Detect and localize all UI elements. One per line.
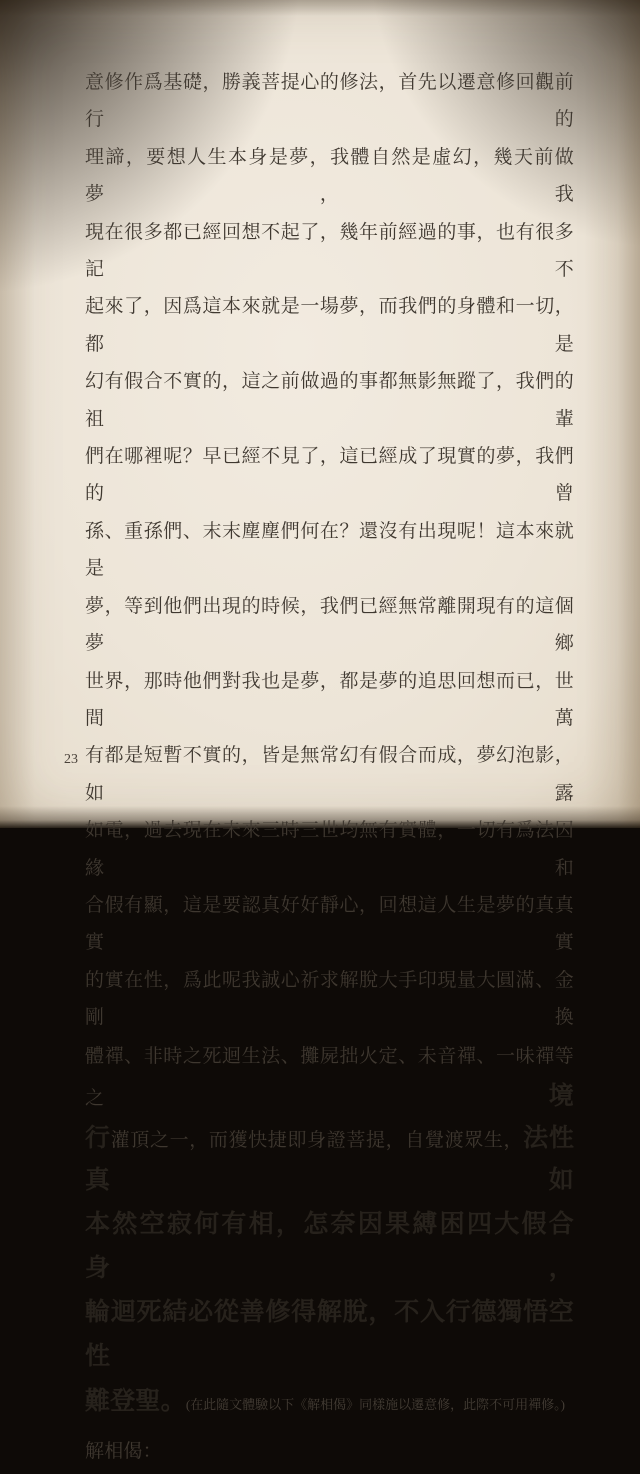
text-segment: 世界，那時他們對我也是夢，都是夢的追思回想而已，世間萬 <box>85 670 574 729</box>
text-segment: 輪迴死結必從善修得解脫，不入行德獨悟空性 <box>85 1298 574 1370</box>
text-line <box>85 588 574 663</box>
text-segment: 法性真如 <box>85 1124 575 1194</box>
text-line <box>85 1119 574 1203</box>
text-segment: 灌頂之一，而獲快捷即身證菩提，自覺渡眾生， <box>110 1129 524 1151</box>
text-line <box>85 663 574 738</box>
text-segment: 們在哪裡呢？早已經不見了，這已經成了現實的夢，我們的曾 <box>85 446 574 505</box>
text-segment: 難登聖。 <box>85 1387 186 1415</box>
text-line <box>85 962 574 1037</box>
text-line <box>85 812 574 887</box>
paragraph <box>85 64 574 1474</box>
text-segment: 夢，等到他們出現的時候，我們已經無常離開現有的這個夢鄉 <box>85 595 574 655</box>
text-line <box>85 513 574 588</box>
text-segment: 有都是短暫不實的，皆是無常幻有假合而成，夢幻泡影，如露 <box>85 745 574 804</box>
text-segment: 合假有顯，這是要認真好好靜心，回想這人生是夢的真真實實 <box>85 894 574 954</box>
text-segment: 境 <box>548 1082 574 1110</box>
text-segment: 理諦，要想人生本身是夢，我體自然是虛幻，幾天前做夢，我 <box>85 146 574 206</box>
text-line <box>85 737 574 812</box>
text-line <box>85 363 574 438</box>
text-segment: 現在很多都已經回想不起了，幾年前經過的事，也有很多記不 <box>85 221 574 281</box>
text-segment: 孫、重孫們、末末塵塵們何在？還沒有出現呢！這本來就是 <box>85 520 574 580</box>
text-line <box>85 1291 574 1379</box>
page-number: 23 <box>64 752 78 767</box>
text-line <box>85 1037 574 1119</box>
text-segment: 起來了，因爲這本來就是一場夢，而我們的身體和一切，都是 <box>85 296 574 355</box>
text-segment: 行 <box>85 1124 111 1152</box>
text-segment: 如電，過去現在未來三時三世均無有實體，一切有爲法因緣和 <box>85 820 574 879</box>
text-line <box>85 1430 574 1474</box>
text-line <box>85 1379 574 1428</box>
text-line <box>85 288 574 363</box>
text-line <box>85 1203 574 1291</box>
text-segment: 的實在性，爲此呢我誠心祈求解脫大手印現量大圓滿、金剛換 <box>85 969 574 1029</box>
text-line <box>85 64 574 139</box>
text-segment: 體禪、非時之死迴生法、攤屍拙火定、未音禪、一味禪等之 <box>85 1045 574 1109</box>
text-line <box>85 438 574 513</box>
text-segment: 意修作爲基礎，勝義菩提心的修法，首先以遷意修回觀前行的 <box>85 72 574 131</box>
text-line <box>85 214 574 289</box>
text-segment: 解相偈： <box>85 1440 162 1462</box>
text-line <box>85 139 574 214</box>
text-segment: 幻有假合不實的，這之前做過的事都無影無蹤了，我們的祖輩 <box>85 371 574 430</box>
text-line <box>85 887 574 962</box>
text-segment: 本然空寂何有相，怎奈因果縛困四大假合身， <box>85 1210 574 1282</box>
text-segment: (在此隨文體驗以下《解相偈》同樣施以遷意修，此際不可用禪修。) <box>185 1396 565 1412</box>
